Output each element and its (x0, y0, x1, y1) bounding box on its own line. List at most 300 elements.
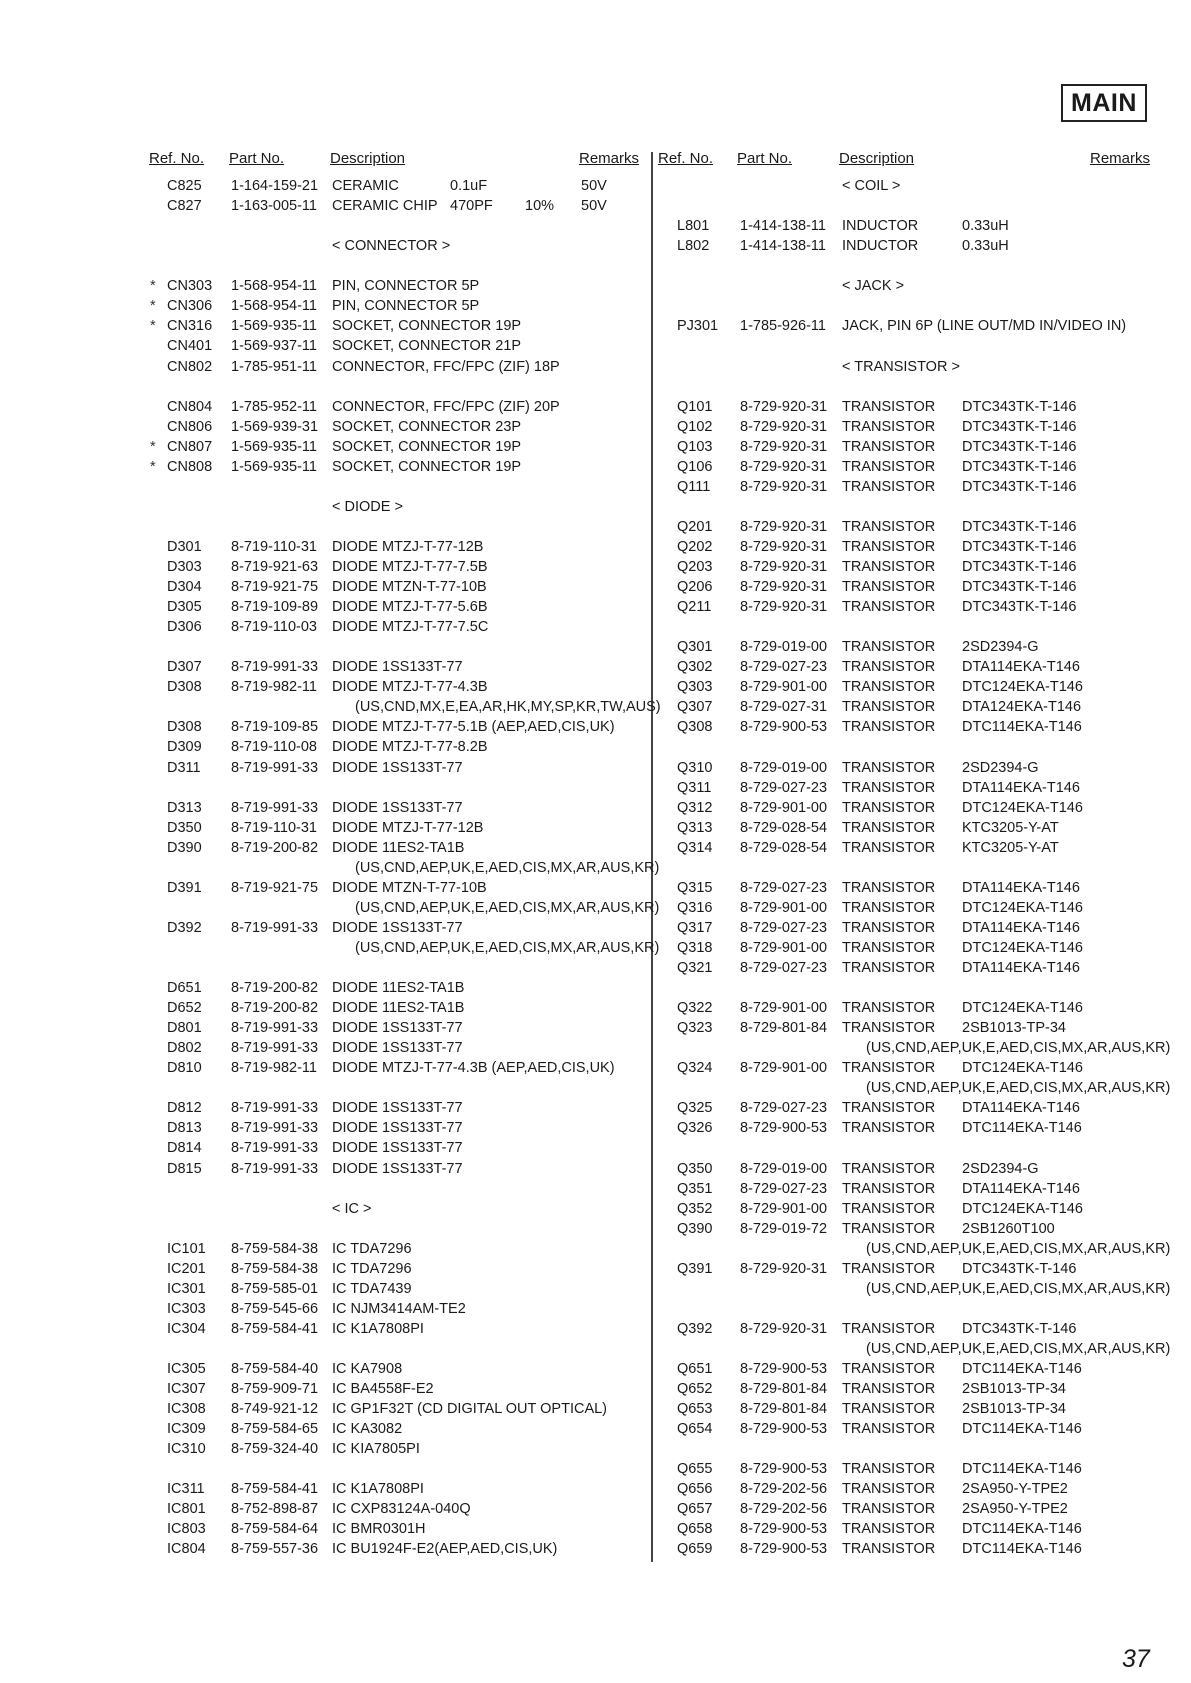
ref-number: Q307 (677, 699, 713, 716)
ref-number: D309 (167, 739, 202, 756)
ref-number: IC305 (167, 1361, 206, 1377)
description: TRANSISTOR (842, 1320, 936, 1337)
description: TRANSISTOR (842, 719, 936, 736)
ref-number: Q656 (677, 1481, 713, 1498)
part-number: 1-568-954-11 (231, 278, 317, 295)
ref-number: CN306 (167, 298, 213, 315)
description: TRANSISTOR (842, 639, 936, 656)
description: DIODE MTZN-T-77-10B (332, 579, 487, 595)
ref-number: Q308 (677, 719, 713, 736)
part-number: 8-729-901-00 (740, 899, 828, 916)
ref-number: CN804 (167, 398, 213, 415)
value: 2SD2394-G (962, 1160, 1039, 1177)
ref-number: Q211 (677, 599, 712, 615)
description: SOCKET, CONNECTOR 23P (332, 418, 522, 435)
ref-number: Q322 (677, 1000, 713, 1017)
part-number: 8-729-019-00 (740, 759, 828, 776)
part-number: 8-729-801-84 (740, 1401, 828, 1417)
region-list: (US,CND,MX,E,EA,AR,HK,MY,SP,KR,TW,AUS) (355, 699, 661, 716)
ref-number: IC201 (167, 1260, 206, 1277)
description: SOCKET, CONNECTOR 19P (332, 458, 522, 475)
value: DTA124EKA-T146 (962, 699, 1082, 716)
description: TRANSISTOR (842, 699, 936, 716)
description: TRANSISTOR (842, 478, 936, 495)
ref-number: Q390 (677, 1220, 713, 1237)
description: DIODE MTZJ-T-77-7.5B (332, 559, 488, 575)
value: DTC114EKA-T146 (962, 1461, 1082, 1478)
region-list: (US,CND,AEP,UK,E,AED,CIS,MX,AR,AUS,KR) (866, 1080, 1171, 1097)
right-header-part: Part No. (737, 150, 793, 167)
value-2: 10% (525, 198, 555, 215)
ref-number: Q350 (677, 1160, 713, 1177)
description: DIODE 11ES2-TA1B (332, 980, 465, 996)
description: TRANSISTOR (842, 1000, 936, 1017)
right-header-ref: Ref. No. (658, 150, 714, 167)
part-number: 8-719-109-89 (231, 599, 319, 615)
description: TRANSISTOR (842, 1541, 936, 1558)
description: TRANSISTOR (842, 899, 936, 916)
section-label: < TRANSISTOR > (842, 358, 960, 375)
part-number: 8-719-110-03 (231, 619, 317, 636)
part-number: 1-414-138-11 (740, 238, 826, 255)
description: TRANSISTOR (842, 799, 936, 816)
description: IC NJM3414AM-TE2 (332, 1300, 466, 1317)
part-number: 8-729-901-00 (740, 939, 828, 956)
part-number: 8-729-801-84 (740, 1020, 828, 1037)
ref-number: D801 (167, 1020, 202, 1037)
ref-number: L802 (677, 238, 710, 255)
ref-number: D303 (167, 559, 202, 575)
description: TRANSISTOR (842, 1421, 936, 1438)
value: DTC124EKA-T146 (962, 939, 1083, 956)
ref-number: Q310 (677, 759, 713, 776)
description: TRANSISTOR (842, 1260, 936, 1277)
description: TRANSISTOR (842, 418, 936, 435)
ref-number: CN807 (167, 438, 213, 455)
section-label: < IC > (332, 1200, 372, 1217)
ref-number: D307 (167, 659, 202, 676)
description: DIODE 1SS133T-77 (332, 1020, 463, 1037)
ref-number: Q654 (677, 1421, 713, 1438)
value: DTC114EKA-T146 (962, 1120, 1082, 1137)
ref-number: D813 (167, 1120, 202, 1137)
ref-number: IC301 (167, 1280, 206, 1297)
description: DIODE 1SS133T-77 (332, 1160, 463, 1177)
description: SOCKET, CONNECTOR 19P (332, 438, 522, 455)
ref-number: D306 (167, 619, 202, 636)
part-number: 8-719-991-33 (231, 659, 319, 676)
part-number: 8-759-584-64 (231, 1521, 319, 1538)
description: IC KA3082 (332, 1421, 403, 1438)
description: TRANSISTOR (842, 839, 936, 856)
ref-number: IC101 (167, 1240, 206, 1257)
part-number: 8-729-900-53 (740, 719, 828, 736)
part-number: 8-729-028-54 (740, 839, 828, 856)
ref-number: Q391 (677, 1260, 713, 1277)
part-number: 8-719-110-31 (231, 819, 317, 836)
description: IC TDA7439 (332, 1280, 412, 1297)
value: 2SB1013-TP-34 (962, 1381, 1066, 1397)
description: CONNECTOR, FFC/FPC (ZIF) 20P (332, 398, 560, 415)
description: CERAMIC CHIP (332, 198, 438, 215)
ref-number: D301 (167, 538, 202, 555)
description: DIODE 11ES2-TA1B (332, 1000, 465, 1017)
part-number: 8-719-991-33 (231, 1160, 319, 1177)
part-number: 8-719-110-31 (231, 538, 317, 555)
description: TRANSISTOR (842, 939, 936, 956)
region-list: (US,CND,AEP,UK,E,AED,CIS,MX,AR,AUS,KR) (866, 1280, 1171, 1297)
part-number: 8-729-901-00 (740, 1000, 828, 1017)
description: TRANSISTOR (842, 538, 936, 555)
description: CERAMIC (332, 178, 399, 194)
description: TRANSISTOR (842, 438, 936, 455)
part-number: 8-719-982-11 (231, 679, 317, 696)
ref-number: Q318 (677, 939, 713, 956)
value: DTC343TK-T-146 (962, 538, 1077, 555)
ref-number: D810 (167, 1060, 202, 1077)
region-list: (US,CND,AEP,UK,E,AED,CIS,MX,AR,AUS,KR) (355, 939, 660, 956)
part-number: 8-729-027-23 (740, 879, 828, 896)
value-3: 50V (581, 178, 607, 194)
description: TRANSISTOR (842, 659, 936, 676)
part-number: 8-729-027-23 (740, 960, 828, 976)
part-number: 8-729-920-31 (740, 1320, 828, 1337)
ref-number: D305 (167, 599, 202, 615)
value: DTA114EKA-T146 (962, 1100, 1080, 1117)
part-number: 8-719-991-33 (231, 1120, 319, 1137)
description: TRANSISTOR (842, 779, 936, 796)
value: 2SA950-Y-TPE2 (962, 1481, 1068, 1498)
description: PIN, CONNECTOR 5P (332, 278, 480, 295)
part-number: 8-759-584-41 (231, 1320, 319, 1337)
ref-number: IC801 (167, 1501, 206, 1518)
part-number: 8-759-557-36 (231, 1541, 319, 1558)
safety-mark: * (150, 458, 156, 475)
ref-number: CN802 (167, 358, 213, 375)
description: INDUCTOR (842, 218, 919, 235)
safety-mark: * (150, 298, 156, 315)
safety-mark: * (150, 278, 156, 295)
ref-number: Q652 (677, 1381, 713, 1397)
value: DTC124EKA-T146 (962, 679, 1083, 696)
description: IC BU1924F-E2(AEP,AED,CIS,UK) (332, 1541, 558, 1558)
ref-number: Q653 (677, 1401, 713, 1417)
ref-number: D308 (167, 679, 202, 696)
description: IC GP1F32T (CD DIGITAL OUT OPTICAL) (332, 1401, 608, 1417)
value: DTA114EKA-T146 (962, 919, 1080, 936)
part-number: 8-749-921-12 (231, 1401, 319, 1417)
part-number: 8-729-920-31 (740, 538, 828, 555)
part-number: 8-729-900-53 (740, 1521, 828, 1538)
value: KTC3205-Y-AT (962, 819, 1059, 836)
description: SOCKET, CONNECTOR 19P (332, 318, 522, 335)
ref-number: Q202 (677, 538, 713, 555)
description: TRANSISTOR (842, 1361, 936, 1377)
ref-number: CN806 (167, 418, 213, 435)
description: IC BA4558F-E2 (332, 1381, 434, 1397)
description: TRANSISTOR (842, 518, 936, 535)
part-number: 8-729-019-72 (740, 1220, 828, 1237)
description: TRANSISTOR (842, 1521, 936, 1538)
ref-number: Q101 (677, 398, 713, 415)
description: TRANSISTOR (842, 1060, 936, 1077)
part-number: 8-729-901-00 (740, 679, 828, 696)
value: DTC343TK-T-146 (962, 438, 1077, 455)
description: TRANSISTOR (842, 819, 936, 836)
ref-number: D391 (167, 879, 202, 896)
ref-number: D311 (167, 759, 201, 776)
part-number: 8-759-584-40 (231, 1361, 319, 1377)
part-number: 8-729-900-53 (740, 1361, 828, 1377)
description: DIODE MTZN-T-77-10B (332, 879, 487, 896)
value: DTC124EKA-T146 (962, 1060, 1083, 1077)
description: IC K1A7808PI (332, 1481, 424, 1498)
part-number: 8-729-920-31 (740, 478, 828, 495)
ref-number: C825 (167, 178, 202, 194)
value: 2SB1013-TP-34 (962, 1020, 1066, 1037)
value: DTC114EKA-T146 (962, 1541, 1082, 1558)
ref-number: Q302 (677, 659, 713, 676)
part-number: 8-729-027-23 (740, 1100, 828, 1117)
section-badge: MAIN (1061, 84, 1147, 122)
part-number: 8-759-585-01 (231, 1280, 319, 1297)
description: TRANSISTOR (842, 919, 936, 936)
ref-number: Q316 (677, 899, 713, 916)
ref-number: IC304 (167, 1320, 206, 1337)
description: DIODE MTZJ-T-77-12B (332, 538, 484, 555)
part-number: 8-729-027-23 (740, 659, 828, 676)
region-list: (US,CND,AEP,UK,E,AED,CIS,MX,AR,AUS,KR) (866, 1040, 1171, 1057)
description: DIODE MTZJ-T-77-12B (332, 819, 484, 836)
part-number: 8-729-202-56 (740, 1481, 828, 1498)
value: DTC124EKA-T146 (962, 1000, 1083, 1017)
value: DTC343TK-T-146 (962, 398, 1077, 415)
ref-number: Q206 (677, 579, 713, 595)
description: DIODE 1SS133T-77 (332, 1140, 463, 1157)
part-number: 8-729-027-23 (740, 919, 828, 936)
ref-number: D390 (167, 839, 202, 856)
ref-number: D815 (167, 1160, 202, 1177)
ref-number: Q311 (677, 779, 712, 796)
part-number: 1-569-937-11 (231, 338, 317, 355)
ref-number: D651 (167, 980, 202, 996)
ref-number: Q102 (677, 418, 713, 435)
part-number: 8-729-900-53 (740, 1120, 828, 1137)
part-number: 8-729-028-54 (740, 819, 828, 836)
region-list: (US,CND,AEP,UK,E,AED,CIS,MX,AR,AUS,KR) (355, 859, 660, 876)
description: TRANSISTOR (842, 398, 936, 415)
ref-number: D802 (167, 1040, 202, 1057)
description: IC BMR0301H (332, 1521, 426, 1538)
ref-number: IC307 (167, 1381, 206, 1397)
part-number: 8-729-920-31 (740, 418, 828, 435)
part-number: 1-569-935-11 (231, 458, 317, 475)
description: TRANSISTOR (842, 1020, 936, 1037)
ref-number: PJ301 (677, 318, 719, 335)
description: IC TDA7296 (332, 1260, 412, 1277)
ref-number: IC311 (167, 1481, 205, 1498)
ref-number: Q303 (677, 679, 713, 696)
part-number: 8-729-920-31 (740, 458, 828, 475)
description: TRANSISTOR (842, 879, 936, 896)
ref-number: IC308 (167, 1401, 206, 1417)
part-number: 8-719-200-82 (231, 1000, 319, 1017)
description: IC CXP83124A-040Q (332, 1501, 471, 1518)
ref-number: Q317 (677, 919, 713, 936)
description: TRANSISTOR (842, 1100, 936, 1117)
part-number: 8-719-991-33 (231, 1040, 319, 1057)
part-number: 8-729-901-00 (740, 1200, 828, 1217)
right-header-remarks: Remarks (1090, 150, 1151, 167)
ref-number: Q351 (677, 1180, 713, 1197)
left-header-part: Part No. (229, 150, 285, 167)
description: DIODE MTZJ-T-77-4.3B (AEP,AED,CIS,UK) (332, 1060, 615, 1077)
part-number: 8-759-909-71 (231, 1381, 319, 1397)
value: DTC343TK-T-146 (962, 518, 1077, 535)
value: DTA114EKA-T146 (962, 659, 1080, 676)
part-number: 8-729-920-31 (740, 398, 828, 415)
section-label: < JACK > (842, 278, 905, 295)
ref-number: Q314 (677, 839, 713, 856)
column-divider (651, 152, 653, 1562)
part-number: 8-729-900-53 (740, 1541, 828, 1558)
ref-number: Q301 (677, 639, 713, 656)
description: PIN, CONNECTOR 5P (332, 298, 480, 315)
part-number: 8-719-991-33 (231, 919, 319, 936)
description: TRANSISTOR (842, 1180, 936, 1197)
ref-number: CN303 (167, 278, 213, 295)
value: DTC343TK-T-146 (962, 559, 1077, 575)
ref-number: IC803 (167, 1521, 206, 1538)
part-number: 8-719-921-75 (231, 879, 319, 896)
ref-number: D350 (167, 819, 202, 836)
part-number: 8-719-991-33 (231, 799, 319, 816)
description: INDUCTOR (842, 238, 919, 255)
ref-number: Q111 (677, 478, 711, 495)
part-number: 8-729-920-31 (740, 579, 828, 595)
description: IC KIA7805PI (332, 1441, 420, 1458)
ref-number: Q324 (677, 1060, 713, 1077)
description: DIODE 1SS133T-77 (332, 1040, 463, 1057)
value: DTC343TK-T-146 (962, 599, 1077, 615)
description: DIODE MTZJ-T-77-5.6B (332, 599, 488, 615)
safety-mark: * (150, 318, 156, 335)
description: DIODE 1SS133T-77 (332, 1100, 463, 1117)
value: DTC343TK-T-146 (962, 478, 1077, 495)
ref-number: D814 (167, 1140, 202, 1157)
part-number: 8-719-200-82 (231, 839, 319, 856)
description: DIODE MTZJ-T-77-7.5C (332, 619, 489, 636)
ref-number: D812 (167, 1100, 202, 1117)
value: DTC343TK-T-146 (962, 418, 1077, 435)
part-number: 8-719-991-33 (231, 1100, 319, 1117)
description: TRANSISTOR (842, 1461, 936, 1478)
description: IC TDA7296 (332, 1240, 412, 1257)
description: TRANSISTOR (842, 1381, 936, 1397)
left-header-desc: Description (330, 150, 406, 167)
description: TRANSISTOR (842, 559, 936, 575)
value: DTC343TK-T-146 (962, 1260, 1077, 1277)
description: DIODE 1SS133T-77 (332, 799, 463, 816)
ref-number: L801 (677, 218, 710, 235)
description: JACK, PIN 6P (LINE OUT/MD IN/VIDEO IN) (842, 318, 1127, 335)
part-number: 8-719-991-33 (231, 759, 319, 776)
value: 2SA950-Y-TPE2 (962, 1501, 1068, 1518)
ref-number: Q325 (677, 1100, 713, 1117)
part-number: 1-569-935-11 (231, 318, 317, 335)
part-number: 1-569-939-31 (231, 418, 319, 435)
region-list: (US,CND,AEP,UK,E,AED,CIS,MX,AR,AUS,KR) (355, 899, 660, 916)
description: IC K1A7808PI (332, 1320, 424, 1337)
value: DTC343TK-T-146 (962, 579, 1077, 595)
ref-number: Q658 (677, 1521, 713, 1538)
description: IC KA7908 (332, 1361, 403, 1377)
description: TRANSISTOR (842, 1160, 936, 1177)
ref-number: C827 (167, 198, 202, 215)
part-number: 8-729-920-31 (740, 438, 828, 455)
part-number: 1-569-935-11 (231, 438, 317, 455)
part-number: 1-785-951-11 (231, 358, 317, 375)
section-label: < DIODE > (332, 498, 403, 515)
value: 2SB1013-TP-34 (962, 1401, 1066, 1417)
description: TRANSISTOR (842, 960, 936, 976)
part-number: 8-729-920-31 (740, 599, 828, 615)
part-number: 8-729-027-23 (740, 779, 828, 796)
part-number: 8-729-901-00 (740, 799, 828, 816)
description: DIODE 1SS133T-77 (332, 919, 463, 936)
ref-number: Q106 (677, 458, 713, 475)
ref-number: Q326 (677, 1120, 713, 1137)
value: DTC124EKA-T146 (962, 899, 1083, 916)
ref-number: Q315 (677, 879, 713, 896)
ref-number: IC804 (167, 1541, 206, 1558)
value: DTC114EKA-T146 (962, 1421, 1082, 1438)
part-number: 1-163-005-11 (231, 198, 317, 215)
part-number: 8-729-920-31 (740, 518, 828, 535)
value: DTA114EKA-T146 (962, 1180, 1080, 1197)
description: DIODE 1SS133T-77 (332, 1120, 463, 1137)
ref-number: Q659 (677, 1541, 713, 1558)
value: DTA114EKA-T146 (962, 879, 1080, 896)
page-number: 37 (1122, 1645, 1150, 1673)
value: 2SD2394-G (962, 639, 1039, 656)
part-number: 1-785-952-11 (231, 398, 317, 415)
part-number: 8-729-801-84 (740, 1381, 828, 1397)
ref-number: IC303 (167, 1300, 206, 1317)
ref-number: Q657 (677, 1501, 713, 1518)
ref-number: IC309 (167, 1421, 206, 1438)
part-number: 8-759-324-40 (231, 1441, 319, 1458)
description: TRANSISTOR (842, 1501, 936, 1518)
value: 2SB1260T100 (962, 1220, 1055, 1237)
ref-number: Q312 (677, 799, 713, 816)
part-number: 8-719-921-75 (231, 579, 319, 595)
value: KTC3205-Y-AT (962, 839, 1059, 856)
left-header-ref: Ref. No. (149, 150, 205, 167)
description: TRANSISTOR (842, 679, 936, 696)
value: 0.33uH (962, 238, 1009, 255)
part-number: 8-719-921-63 (231, 559, 319, 575)
ref-number: D313 (167, 799, 202, 816)
value: 0.33uH (962, 218, 1009, 235)
left-header-remarks: Remarks (579, 150, 640, 167)
value-1: 470PF (450, 198, 493, 215)
part-number: 8-729-920-31 (740, 559, 828, 575)
part-number: 1-414-138-11 (740, 218, 826, 235)
value: DTC124EKA-T146 (962, 799, 1083, 816)
ref-number: CN401 (167, 338, 213, 355)
value: 2SD2394-G (962, 759, 1039, 776)
